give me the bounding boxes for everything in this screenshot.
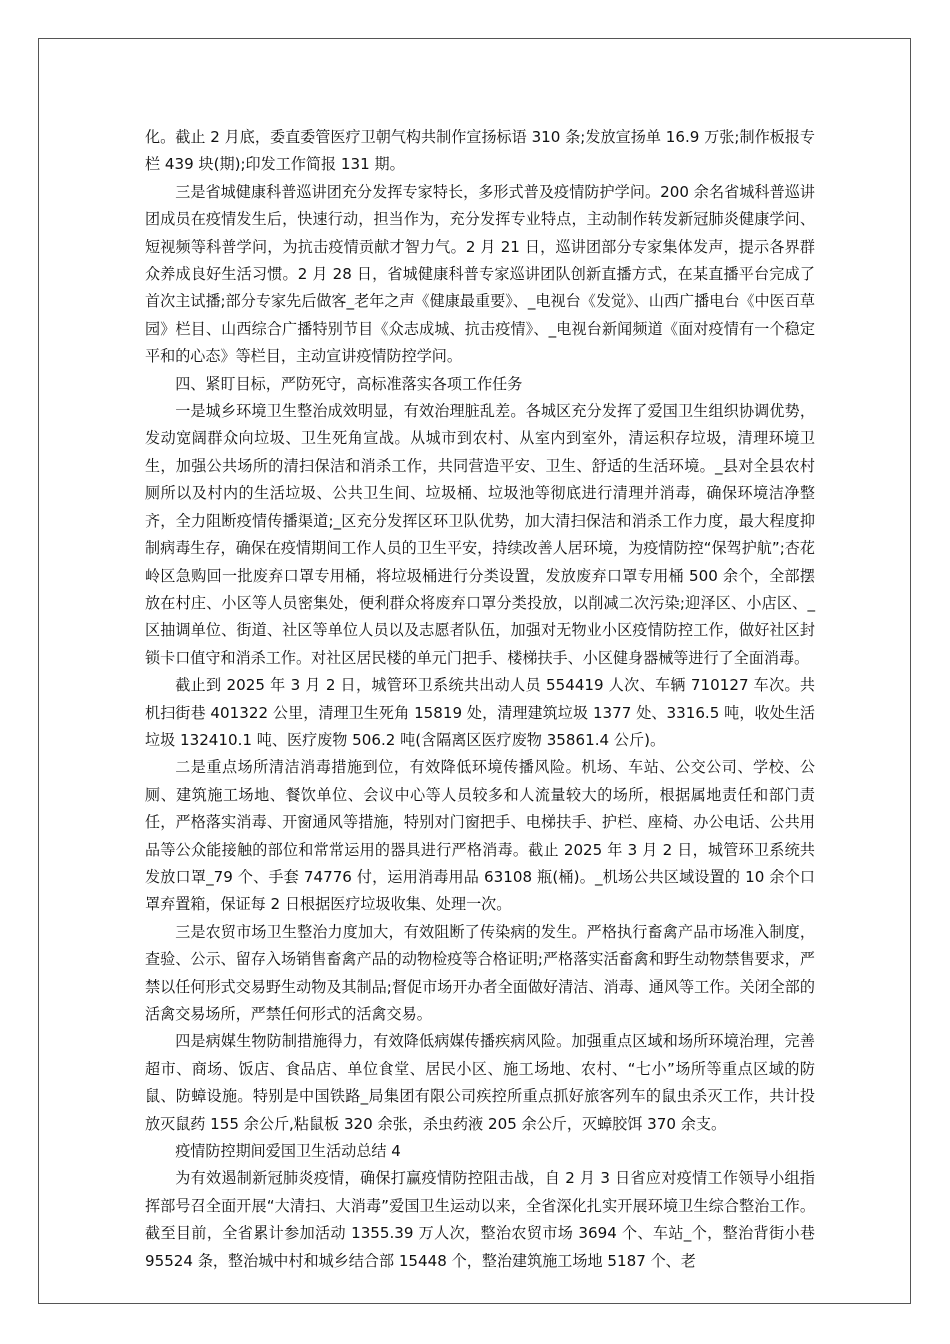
section-title: 疫情防控期间爱国卫生活动总结 4: [175, 1142, 401, 1161]
paragraph: 一是城乡环境卫生整治成效明显，有效治理脏乱差。各城区充分发挥了爱国卫生组织协调优势，发动宽阔群众向垃圾、卫生死角宣战。从城市到农村、从室内到室外，清运积存垃圾，清理环境卫生，加强公共场所的清扫保洁和消杀工作，共同营造平安、卫生、舒适的生活环境。_县对全县农村厕所以及村内的生活垃圾、公共卫生间、垃圾桶、垃圾池等彻底进行清理并消毒，确保环境洁净整齐，全力阻断疫情传播渠道;_区充分发挥区环卫队优势，加大清扫保洁和消杀工作力度，最大程度抑制病毒生存，确保在疫情期间工作人员的卫生平安，持续改善人居环境，为疫情防控“保驾护航”;杏花岭区急购回一批废弃口罩专用桶，将垃圾桶进行分类设置，发放废弃口罩专用桶 500 余个，全部摆放在村庄、小区等人员密集处，便利群众将废弃口罩分类投放，以削减二次污染;迎泽区、小店区、_区抽调单位、街道、社区等单位人员以及志愿者队伍，加强对无物业小区疫情防控工作，做好社区封锁卡口值守和消杀工作。对社区居民楼的单元门把手、楼梯扶手、小区健身器械等进行了全面消毒。: [145, 402, 815, 667]
paragraph: 为有效遏制新冠肺炎疫情，确保打赢疫情防控阻击战，自 2 月 3 日省应对疫情工作领导小组指挥部号召全面开展“大清扫、大消毒”爱国卫生运动以来，全省深化扎实开展环境卫生综合整治工作。截至目前，全省累计参加活动 1355.39 万人次，整治农贸市场 3694 个、车站_个，整治背街小巷 95524 条，整治城中村和城乡结合部 15448 个，整治建筑施工场地 5187 个、老: [145, 1169, 815, 1270]
paragraph: 三是农贸市场卫生整治力度加大，有效阻断了传染病的发生。严格执行畜禽产品市场准入制度，查验、公示、留存入场销售畜禽产品的动物检疫等合格证明;严格落实活畜禽和野生动物禁售要求，严禁以任何形式交易野生动物及其制品;督促市场开办者全面做好清洁、消毒、通风等工作。关闭全部的活禽交易场所，严禁任何形式的活禽交易。: [145, 922, 815, 1023]
document-body: [145, 124, 815, 1275]
paragraph: 四是病媒生物防制措施得力，有效降低病媒传播疾病风险。加强重点区域和场所环境治理，完善超市、商场、饭店、食品店、单位食堂、居民小区、施工场地、农村、“七小”场所等重点区域的防鼠、防蟑设施。特别是中国铁路_局集团有限公司疾控所重点抓好旅客列车的鼠虫杀灭工作，共计投放灭鼠药 155 余公斤,粘鼠板 320 余张，杀虫药液 205 余公斤，灭蟑胶饵 370 余支。: [145, 1032, 815, 1133]
paragraph: 截止到 2025 年 3 月 2 日，城管环卫系统共出动人员 554419 人次、车辆 710127 车次。共机扫街巷 401322 公里，清理卫生死角 15819 处，清理建筑垃圾 1377 处、3316.5 吨，收处生活垃圾 132410.1 吨、医疗废物 506.2 吨(含隔离区医疗废物 35861.4 公斤)。: [145, 676, 815, 749]
section-heading: 四、紧盯目标，严防死守，高标准落实各项工作任务: [175, 374, 523, 393]
paragraph: 三是省城健康科普巡讲团充分发挥专家特长，多形式普及疫情防护学问。200 余名省城科普巡讲团成员在疫情发生后，快速行动，担当作为，充分发挥专业特点，主动制作转发新冠肺炎健康学问、短视频等科普学问，为抗击疫情贡献才智力气。2 月 21 日，巡讲团部分专家集体发声，提示各界群众养成良好生活习惯。2 月 28 日，省城健康科普专家巡讲团队创新直播方式，在某直播平台完成了首次主试播;部分专家先后做客_老年之声《健康最重要》、_电视台《发觉》、山西广播电台《中医百草园》栏目、山西综合广播特别节目《众志成城、抗击疫情》、_电视台新闻频道《面对疫情有一个稳定平和的心态》等栏目，主动宣讲疫情防控学问。: [145, 182, 815, 366]
paragraph: 化。截止 2 月底，委直委管医疗卫朝气构共制作宣扬标语 310 条;发放宣扬单 16.9 万张;制作板报专栏 439 块(期);印发工作简报 131 期。: [145, 128, 815, 174]
paragraph: 二是重点场所清洁消毒措施到位，有效降低环境传播风险。机场、车站、公交公司、学校、公厕、建筑施工场地、餐饮单位、会议中心等人员较多和人流量较大的场所，根据属地责任和部门责任，严格落实消毒、开窗通风等措施，特别对门窗把手、电梯扶手、护栏、座椅、办公电话、公共用品等公众能接触的部位和常常运用的器具进行严格消毒。截止 2025 年 3 月 2 日，城管环卫系统共发放口罩_79 个、手套 74776 付，运用消毒用品 63108 瓶(桶)。_机场公共区域设置的 10 余个口罩弃置箱，保证每 2 日根据医疗垃圾收集、处理一次。: [145, 758, 815, 914]
